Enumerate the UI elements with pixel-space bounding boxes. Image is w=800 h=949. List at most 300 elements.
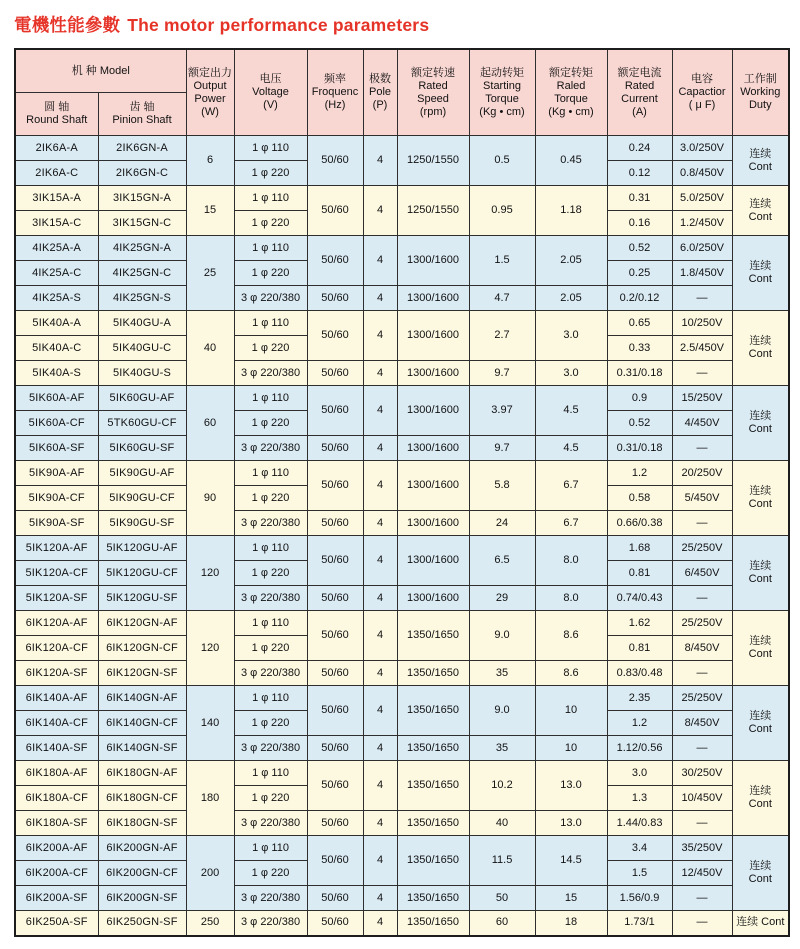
cell-pinion-shaft-model: 2IK6GN-C [98, 161, 186, 186]
cell-rated-speed: 1350/1650 [397, 611, 469, 661]
header-line: Raled [556, 79, 586, 92]
header-starting-torque [469, 49, 535, 136]
cell-pinion-shaft-model: 4IK25GN-C [98, 261, 186, 286]
cell-frequency: 50/60 [307, 836, 363, 886]
cell-starting-torque: 6.5 [469, 536, 535, 586]
cell-capacitor: 4/450V [672, 411, 732, 436]
duty-line: 连续 [749, 410, 772, 422]
table-row [15, 611, 789, 636]
header-line: Power [194, 92, 226, 105]
header-line: 极数 [369, 73, 392, 85]
header-line: Voltage [252, 86, 289, 98]
cell-rated-speed: 1350/1650 [397, 811, 469, 836]
cell-pinion-shaft-model: 5IK90GU-AF [98, 461, 186, 486]
cell-capacitor: 25/250V [672, 611, 732, 636]
cell-rated-torque: 13.0 [535, 761, 607, 811]
cell-rated-torque: 0.45 [535, 136, 607, 186]
cell-pinion-shaft-model: 5IK120GU-SF [98, 586, 186, 611]
duty-line: Cont [748, 798, 772, 810]
cell-rated-current: 0.16 [607, 211, 672, 236]
cell-round-shaft-model: 4IK25A-A [15, 236, 98, 261]
header-model: 机 种 Model [15, 49, 186, 93]
header-pinion-shaft [98, 93, 186, 136]
cell-pole: 4 [363, 536, 397, 586]
cell-rated-current: 0.66/0.38 [607, 511, 672, 536]
cell-pinion-shaft-model: 3IK15GN-A [98, 186, 186, 211]
cell-rated-current: 0.31/0.18 [607, 436, 672, 461]
cell-starting-torque: 4.7 [469, 286, 535, 311]
cell-working-duty [732, 536, 789, 611]
cell-rated-current: 1.56/0.9 [607, 886, 672, 911]
cell-output-power: 15 [186, 186, 234, 236]
cell-rated-speed: 1350/1650 [397, 836, 469, 886]
cell-rated-torque: 6.7 [535, 461, 607, 511]
cell-capacitor: 25/250V [672, 536, 732, 561]
cell-voltage: 1 φ 110 [234, 536, 307, 561]
cell-rated-torque: 10 [535, 686, 607, 736]
cell-rated-current: 0.83/0.48 [607, 661, 672, 686]
duty-line: 连续 [749, 197, 772, 210]
duty-line: Cont [748, 573, 772, 585]
cell-rated-current: 0.25 [607, 261, 672, 286]
table-row [15, 661, 789, 686]
cell-rated-speed: 1300/1600 [397, 586, 469, 611]
header-line: Froquenc [311, 86, 359, 98]
page-title-english: The motor performance parameters [127, 15, 430, 35]
cell-pinion-shaft-model: 6IK180GN-SF [98, 811, 186, 836]
cell-rated-current: 0.52 [607, 236, 672, 261]
cell-round-shaft-model: 2IK6A-C [15, 161, 98, 186]
cell-starting-torque: 29 [469, 586, 535, 611]
cell-starting-torque: 5.8 [469, 461, 535, 511]
cell-frequency: 50/60 [307, 611, 363, 661]
table-row [15, 536, 789, 561]
cell-round-shaft-model: 6IK200A-CF [15, 861, 98, 886]
cell-starting-torque: 11.5 [469, 836, 535, 886]
cell-voltage: 1 φ 110 [234, 836, 307, 861]
cell-pinion-shaft-model: 6IK120GN-SF [98, 661, 186, 686]
header-line: (V) [263, 99, 278, 111]
cell-rated-current: 1.3 [607, 786, 672, 811]
header-pole [363, 49, 397, 136]
duty-line: Cont [748, 423, 772, 435]
duty-line: 连续 [749, 710, 772, 722]
cell-capacitor: 10/250V [672, 311, 732, 336]
header-line: (A) [632, 105, 647, 118]
cell-round-shaft-model: 3IK15A-C [15, 211, 98, 236]
duty-line: Cont [748, 210, 772, 223]
cell-round-shaft-model: 5IK40A-C [15, 336, 98, 361]
cell-pinion-shaft-model: 6IK120GN-CF [98, 636, 186, 661]
cell-capacitor: 15/250V [672, 386, 732, 411]
cell-rated-speed: 1350/1650 [397, 886, 469, 911]
cell-capacitor: 1.2/450V [672, 211, 732, 236]
cell-starting-torque: 35 [469, 661, 535, 686]
cell-round-shaft-model: 2IK6A-A [15, 136, 98, 161]
cell-rated-torque: 13.0 [535, 811, 607, 836]
cell-frequency: 50/60 [307, 511, 363, 536]
cell-capacitor: — [672, 361, 732, 386]
cell-pinion-shaft-model: 6IK250GN-SF [98, 911, 186, 936]
cell-frequency: 50/60 [307, 136, 363, 186]
table-row [15, 286, 789, 311]
cell-rated-current: 1.12/0.56 [607, 736, 672, 761]
cell-rated-torque: 6.7 [535, 511, 607, 536]
cell-output-power: 250 [186, 911, 234, 936]
cell-frequency: 50/60 [307, 736, 363, 761]
header-line: Speed [417, 92, 449, 105]
header-line: Pole [369, 86, 392, 98]
cell-round-shaft-model: 6IK120A-AF [15, 611, 98, 636]
cell-capacitor: 5/450V [672, 486, 732, 511]
header-line: Output [193, 79, 227, 92]
cell-pinion-shaft-model: 5IK60GU-SF [98, 436, 186, 461]
duty-line: 连续 [749, 335, 772, 347]
header-working-duty [732, 49, 789, 136]
cell-working-duty [732, 611, 789, 686]
cell-working-duty [732, 461, 789, 536]
cell-rated-torque: 8.6 [535, 661, 607, 686]
cell-pinion-shaft-model: 5TK60GU-CF [98, 411, 186, 436]
cell-frequency: 50/60 [307, 436, 363, 461]
duty-line: 连续 Cont [736, 916, 785, 929]
header-voltage [234, 49, 307, 136]
cell-frequency: 50/60 [307, 386, 363, 436]
cell-working-duty [732, 236, 789, 311]
header-frequency [307, 49, 363, 136]
cell-pinion-shaft-model: 5IK120GU-AF [98, 536, 186, 561]
cell-rated-torque: 3.0 [535, 311, 607, 361]
cell-capacitor: 30/250V [672, 761, 732, 786]
header-output-power [186, 49, 234, 136]
cell-pole: 4 [363, 686, 397, 736]
cell-rated-speed: 1250/1550 [397, 136, 469, 186]
cell-rated-current: 0.33 [607, 336, 672, 361]
header-line: Rated [624, 79, 655, 92]
cell-output-power: 6 [186, 136, 234, 186]
cell-pinion-shaft-model: 5IK40GU-A [98, 311, 186, 336]
cell-voltage: 3 φ 220/380 [234, 511, 307, 536]
cell-working-duty [732, 686, 789, 761]
cell-capacitor: — [672, 736, 732, 761]
cell-round-shaft-model: 5IK40A-A [15, 311, 98, 336]
cell-pinion-shaft-model: 6IK140GN-SF [98, 736, 186, 761]
cell-round-shaft-model: 5IK90A-AF [15, 461, 98, 486]
cell-capacitor: — [672, 811, 732, 836]
cell-capacitor: 35/250V [672, 836, 732, 861]
duty-line: Cont [748, 273, 772, 285]
table-row [15, 386, 789, 411]
header-line: 额定转速 [411, 66, 456, 79]
cell-voltage: 1 φ 220 [234, 211, 307, 236]
cell-pole: 4 [363, 511, 397, 536]
cell-pinion-shaft-model: 5IK40GU-S [98, 361, 186, 386]
cell-voltage: 3 φ 220/380 [234, 286, 307, 311]
cell-voltage: 3 φ 220/380 [234, 736, 307, 761]
header-line: Capactior [678, 86, 726, 98]
cell-frequency: 50/60 [307, 186, 363, 236]
header-line: (W) [201, 105, 219, 118]
cell-working-duty [732, 386, 789, 461]
cell-voltage: 1 φ 110 [234, 236, 307, 261]
cell-pinion-shaft-model: 5IK90GU-CF [98, 486, 186, 511]
cell-rated-current: 0.9 [607, 386, 672, 411]
table-row [15, 836, 789, 861]
header-line: ( μ F) [688, 99, 716, 111]
cell-capacitor: — [672, 886, 732, 911]
cell-rated-speed: 1350/1650 [397, 736, 469, 761]
table-row [15, 186, 789, 211]
cell-pinion-shaft-model: 6IK200GN-CF [98, 861, 186, 886]
cell-output-power: 60 [186, 386, 234, 461]
duty-line: Cont [748, 348, 772, 360]
cell-rated-speed: 1300/1600 [397, 461, 469, 511]
cell-rated-torque: 1.18 [535, 186, 607, 236]
duty-line: 连续 [749, 560, 772, 572]
table-row [15, 436, 789, 461]
cell-rated-current: 1.62 [607, 611, 672, 636]
cell-capacitor: 20/250V [672, 461, 732, 486]
cell-output-power: 180 [186, 761, 234, 836]
cell-pole: 4 [363, 461, 397, 511]
cell-voltage: 1 φ 220 [234, 261, 307, 286]
header-line: Current [621, 92, 658, 105]
cell-round-shaft-model: 6IK180A-CF [15, 786, 98, 811]
cell-rated-torque: 14.5 [535, 836, 607, 886]
cell-voltage: 1 φ 220 [234, 711, 307, 736]
cell-round-shaft-model: 6IK120A-SF [15, 661, 98, 686]
cell-voltage: 1 φ 110 [234, 386, 307, 411]
cell-capacitor: 0.8/450V [672, 161, 732, 186]
cell-rated-current: 0.2/0.12 [607, 286, 672, 311]
cell-rated-current: 1.2 [607, 461, 672, 486]
header-line: Round Shaft [26, 114, 88, 126]
cell-frequency: 50/60 [307, 536, 363, 586]
header-line: 齿 轴 [129, 101, 155, 113]
cell-frequency: 50/60 [307, 886, 363, 911]
cell-voltage: 3 φ 220/380 [234, 661, 307, 686]
duty-line: Cont [748, 498, 772, 510]
cell-capacitor: 8/450V [672, 711, 732, 736]
cell-rated-current: 1.44/0.83 [607, 811, 672, 836]
cell-capacitor: 5.0/250V [672, 186, 732, 211]
cell-rated-speed: 1300/1600 [397, 436, 469, 461]
cell-output-power: 40 [186, 311, 234, 386]
cell-starting-torque: 35 [469, 736, 535, 761]
cell-rated-current: 0.12 [607, 161, 672, 186]
duty-line: Cont [748, 648, 772, 660]
table-row [15, 686, 789, 711]
cell-output-power: 120 [186, 611, 234, 686]
header-capacitor [672, 49, 732, 136]
cell-starting-torque: 9.0 [469, 686, 535, 736]
cell-output-power: 120 [186, 536, 234, 611]
cell-frequency: 50/60 [307, 461, 363, 511]
header-line: (Kg • cm) [548, 105, 594, 118]
cell-voltage: 1 φ 220 [234, 486, 307, 511]
cell-starting-torque: 9.0 [469, 611, 535, 661]
cell-round-shaft-model: 6IK180A-SF [15, 811, 98, 836]
cell-capacitor: 8/450V [672, 636, 732, 661]
cell-pole: 4 [363, 236, 397, 286]
header-line: (rpm) [419, 105, 447, 118]
cell-pinion-shaft-model: 6IK120GN-AF [98, 611, 186, 636]
header-rated-torque [535, 49, 607, 136]
cell-working-duty [732, 311, 789, 386]
cell-frequency: 50/60 [307, 686, 363, 736]
cell-rated-current: 1.73/1 [607, 911, 672, 936]
cell-capacitor: 1.8/450V [672, 261, 732, 286]
cell-round-shaft-model: 5IK60A-AF [15, 386, 98, 411]
cell-pole: 4 [363, 136, 397, 186]
cell-voltage: 3 φ 220/380 [234, 811, 307, 836]
header-line: 起动转矩 [480, 66, 525, 79]
cell-rated-current: 1.68 [607, 536, 672, 561]
cell-rated-speed: 1300/1600 [397, 511, 469, 536]
cell-pinion-shaft-model: 6IK200GN-SF [98, 886, 186, 911]
table-row [15, 811, 789, 836]
cell-round-shaft-model: 6IK200A-AF [15, 836, 98, 861]
cell-pole: 4 [363, 661, 397, 686]
table-row [15, 236, 789, 261]
cell-pole: 4 [363, 911, 397, 936]
cell-rated-current: 2.35 [607, 686, 672, 711]
cell-capacitor: 12/450V [672, 861, 732, 886]
cell-rated-speed: 1350/1650 [397, 761, 469, 811]
cell-rated-current: 1.5 [607, 861, 672, 886]
header-line: (Hz) [324, 99, 346, 111]
cell-frequency: 50/60 [307, 236, 363, 286]
cell-rated-current: 3.0 [607, 761, 672, 786]
header-line: Working [740, 86, 781, 98]
cell-pinion-shaft-model: 6IK180GN-CF [98, 786, 186, 811]
cell-capacitor: 6.0/250V [672, 236, 732, 261]
cell-voltage: 3 φ 220/380 [234, 586, 307, 611]
cell-voltage: 1 φ 220 [234, 786, 307, 811]
duty-line: 连续 [749, 785, 772, 797]
cell-frequency: 50/60 [307, 361, 363, 386]
cell-pole: 4 [363, 761, 397, 811]
cell-pole: 4 [363, 611, 397, 661]
table-row [15, 886, 789, 911]
header-line: Rated [418, 79, 448, 92]
cell-rated-current: 3.4 [607, 836, 672, 861]
cell-pinion-shaft-model: 2IK6GN-A [98, 136, 186, 161]
cell-rated-current: 0.52 [607, 411, 672, 436]
cell-voltage: 1 φ 220 [234, 561, 307, 586]
cell-starting-torque: 0.5 [469, 136, 535, 186]
cell-round-shaft-model: 6IK200A-SF [15, 886, 98, 911]
cell-voltage: 1 φ 110 [234, 686, 307, 711]
table-body [15, 136, 789, 936]
cell-voltage: 1 φ 110 [234, 136, 307, 161]
cell-output-power: 200 [186, 836, 234, 911]
table-row [15, 136, 789, 161]
duty-line: Cont [748, 723, 772, 735]
cell-frequency: 50/60 [307, 311, 363, 361]
motor-performance-table [14, 48, 790, 937]
page-title [14, 12, 788, 37]
cell-starting-torque: 50 [469, 886, 535, 911]
cell-rated-torque: 15 [535, 886, 607, 911]
cell-frequency: 50/60 [307, 811, 363, 836]
cell-rated-speed: 1350/1650 [397, 661, 469, 686]
cell-round-shaft-model: 4IK25A-S [15, 286, 98, 311]
cell-output-power: 90 [186, 461, 234, 536]
cell-rated-torque: 3.0 [535, 361, 607, 386]
duty-line: 连续 [749, 485, 772, 497]
cell-working-duty [732, 136, 789, 186]
cell-pinion-shaft-model: 6IK180GN-AF [98, 761, 186, 786]
table-row [15, 461, 789, 486]
cell-pinion-shaft-model: 5IK90GU-SF [98, 511, 186, 536]
cell-frequency: 50/60 [307, 661, 363, 686]
cell-voltage: 1 φ 220 [234, 411, 307, 436]
cell-round-shaft-model: 5IK90A-CF [15, 486, 98, 511]
cell-rated-torque: 18 [535, 911, 607, 936]
header-line: Duty [748, 99, 772, 111]
cell-voltage: 3 φ 220/380 [234, 361, 307, 386]
cell-round-shaft-model: 5IK60A-SF [15, 436, 98, 461]
cell-pole: 4 [363, 836, 397, 886]
cell-rated-torque: 8.0 [535, 536, 607, 586]
cell-round-shaft-model: 5IK60A-CF [15, 411, 98, 436]
cell-rated-current: 0.31/0.18 [607, 361, 672, 386]
table-row [15, 911, 789, 936]
cell-rated-speed: 1350/1650 [397, 686, 469, 736]
cell-starting-torque: 9.7 [469, 436, 535, 461]
cell-rated-current: 0.81 [607, 636, 672, 661]
header-line: 圆 轴 [44, 101, 70, 113]
cell-voltage: 1 φ 220 [234, 636, 307, 661]
cell-capacitor: 25/250V [672, 686, 732, 711]
cell-capacitor: — [672, 586, 732, 611]
cell-voltage: 1 φ 220 [234, 336, 307, 361]
duty-line: 连续 [749, 260, 772, 272]
header-line: 电压 [259, 73, 282, 85]
cell-pole: 4 [363, 311, 397, 361]
cell-rated-torque: 10 [535, 736, 607, 761]
cell-capacitor: — [672, 286, 732, 311]
cell-pinion-shaft-model: 5IK40GU-C [98, 336, 186, 361]
cell-rated-current: 0.74/0.43 [607, 586, 672, 611]
cell-voltage: 3 φ 220/380 [234, 886, 307, 911]
cell-round-shaft-model: 5IK120A-SF [15, 586, 98, 611]
cell-rated-torque: 8.0 [535, 586, 607, 611]
cell-pole: 4 [363, 586, 397, 611]
cell-rated-current: 0.65 [607, 311, 672, 336]
cell-output-power: 25 [186, 236, 234, 311]
table-row [15, 761, 789, 786]
cell-round-shaft-model: 6IK180A-AF [15, 761, 98, 786]
cell-starting-torque: 10.2 [469, 761, 535, 811]
table-row [15, 361, 789, 386]
header-rated-current [607, 49, 672, 136]
cell-rated-current: 0.24 [607, 136, 672, 161]
cell-round-shaft-model: 6IK250A-SF [15, 911, 98, 936]
cell-rated-speed: 1300/1600 [397, 361, 469, 386]
cell-rated-speed: 1250/1550 [397, 186, 469, 236]
cell-rated-speed: 1350/1650 [397, 911, 469, 936]
cell-pole: 4 [363, 286, 397, 311]
header-line: (P) [372, 99, 388, 111]
header-line: 频率 [324, 73, 347, 85]
header-line: Torque [485, 92, 519, 105]
cell-rated-speed: 1300/1600 [397, 236, 469, 286]
cell-pinion-shaft-model: 6IK140GN-AF [98, 686, 186, 711]
cell-round-shaft-model: 5IK120A-CF [15, 561, 98, 586]
cell-starting-torque: 2.7 [469, 311, 535, 361]
